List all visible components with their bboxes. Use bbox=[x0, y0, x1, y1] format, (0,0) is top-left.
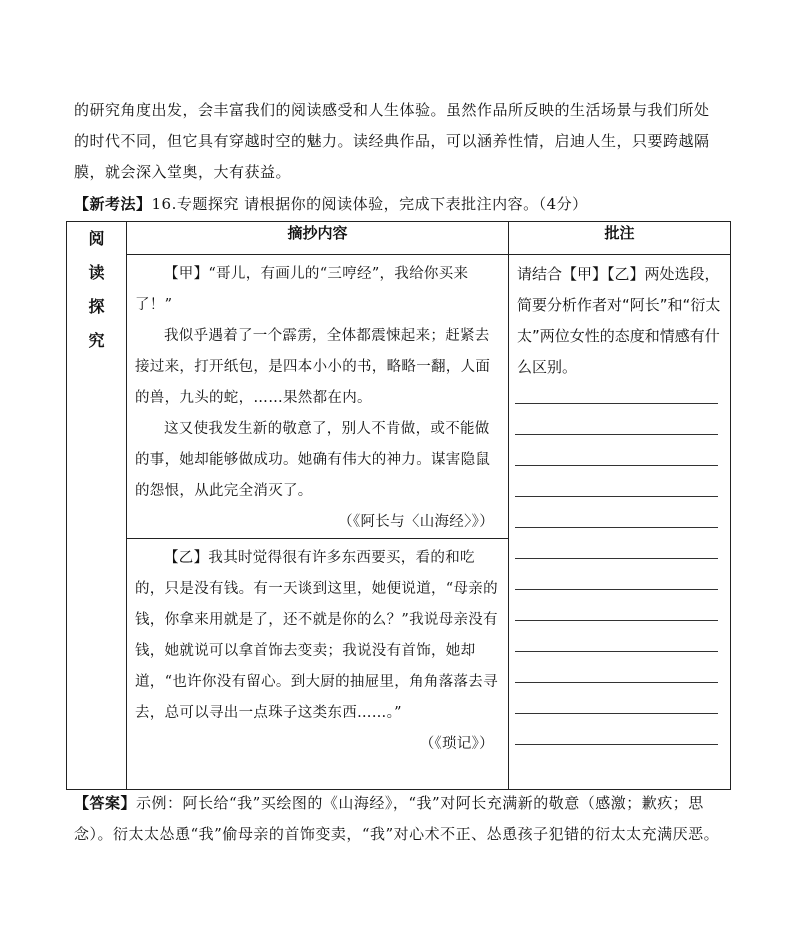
excerpt-yi-cell bbox=[127, 539, 509, 790]
question-tag: 【新考法】 bbox=[74, 195, 152, 213]
answer-line[interactable] bbox=[515, 527, 718, 528]
intro-paragraph bbox=[74, 95, 730, 188]
answer-paragraph bbox=[74, 788, 730, 850]
answer-line[interactable] bbox=[515, 620, 718, 621]
answer-line[interactable] bbox=[515, 589, 718, 590]
answer-line[interactable] bbox=[515, 558, 718, 559]
answer-line[interactable] bbox=[515, 496, 718, 497]
side-char: 阅 bbox=[88, 229, 105, 248]
side-label-cell bbox=[67, 222, 127, 790]
question-16 bbox=[74, 189, 730, 220]
answer-line[interactable] bbox=[515, 682, 718, 683]
note-prompt: 请结合【甲】【乙】两处选段，简要分析作者对“阿长”和“衍太太”两位女性的态度和情感有什么区别。 bbox=[517, 265, 721, 376]
answer-tag: 【答案】 bbox=[74, 794, 137, 812]
side-char: 探 bbox=[88, 297, 105, 316]
jia-source: （《阿长与〈山海经〉》） bbox=[338, 514, 494, 530]
yi-source: （《琐记》） bbox=[419, 736, 494, 752]
answer-line[interactable] bbox=[515, 465, 718, 466]
answer-line[interactable] bbox=[515, 713, 718, 714]
jia-p3: 这又使我发生新的敬意了，别人不肯做，或不能做的事，她却能够做成功。她确有伟大的神力。谋害隐鼠的怨恨，从此完全消灭了。 bbox=[135, 421, 491, 499]
jia-p1: 【甲】“哥儿，有画儿的“三哼经”，我给你买来了！” bbox=[135, 266, 469, 313]
jia-p2: 我似乎遇着了一个霹雳，全体都震悚起来；赶紧去接过来，打开纸包，是四本小小的书，略略一翻，人面的兽，九头的蛇，……果然都在内。 bbox=[135, 328, 491, 406]
yi-p1: 【乙】我其时觉得很有许多东西要买，看的和吃的，只是没有钱。有一天谈到这里，她便说道，“母亲的钱，你拿来用就是了，还不就是你的么？”我说母亲没有钱，她就说可以拿首饰去变卖；我说没有首饰，她却道，“也许你没有留心。到大厨的抽屉里，角角落落去寻去，总可以寻出一点珠子这类东西……。” bbox=[135, 550, 498, 721]
intro-line: 的时代不同，但它具有穿越时空的魅力。读经典作品，可以涵养性情，启迪人生，只要跨越隔 bbox=[74, 132, 710, 150]
answer-line[interactable] bbox=[515, 651, 718, 652]
excerpt-header: 摘抄内容 bbox=[127, 222, 509, 255]
question-text: 16.专题探究 请根据你的阅读体验，完成下表批注内容。（4分） bbox=[151, 195, 588, 213]
side-char: 究 bbox=[88, 331, 105, 350]
excerpt-jia-cell bbox=[127, 255, 509, 539]
answer-line[interactable] bbox=[515, 403, 718, 404]
note-header: 批注 bbox=[509, 222, 731, 255]
intro-line: 膜，就会深入堂奥，大有获益。 bbox=[74, 163, 292, 181]
reading-exploration-table bbox=[66, 221, 731, 790]
answer-line[interactable] bbox=[515, 434, 718, 435]
answer-line[interactable] bbox=[515, 744, 718, 745]
side-char: 读 bbox=[88, 263, 105, 282]
intro-line: 的研究角度出发，会丰富我们的阅读感受和人生体验。虽然作品所反映的生活场景与我们所处 bbox=[74, 101, 710, 119]
note-cell bbox=[509, 255, 731, 790]
answer-text: 示例：阿长给“我”买绘图的《山海经》，“我”对阿长充满新的敬意（感激；歉疚；思念）。衍太太怂恿“我”偷母亲的首饰变卖，“我”对心术不正、怂恿孩子犯错的衍太太充满厌恶。 bbox=[74, 794, 720, 843]
